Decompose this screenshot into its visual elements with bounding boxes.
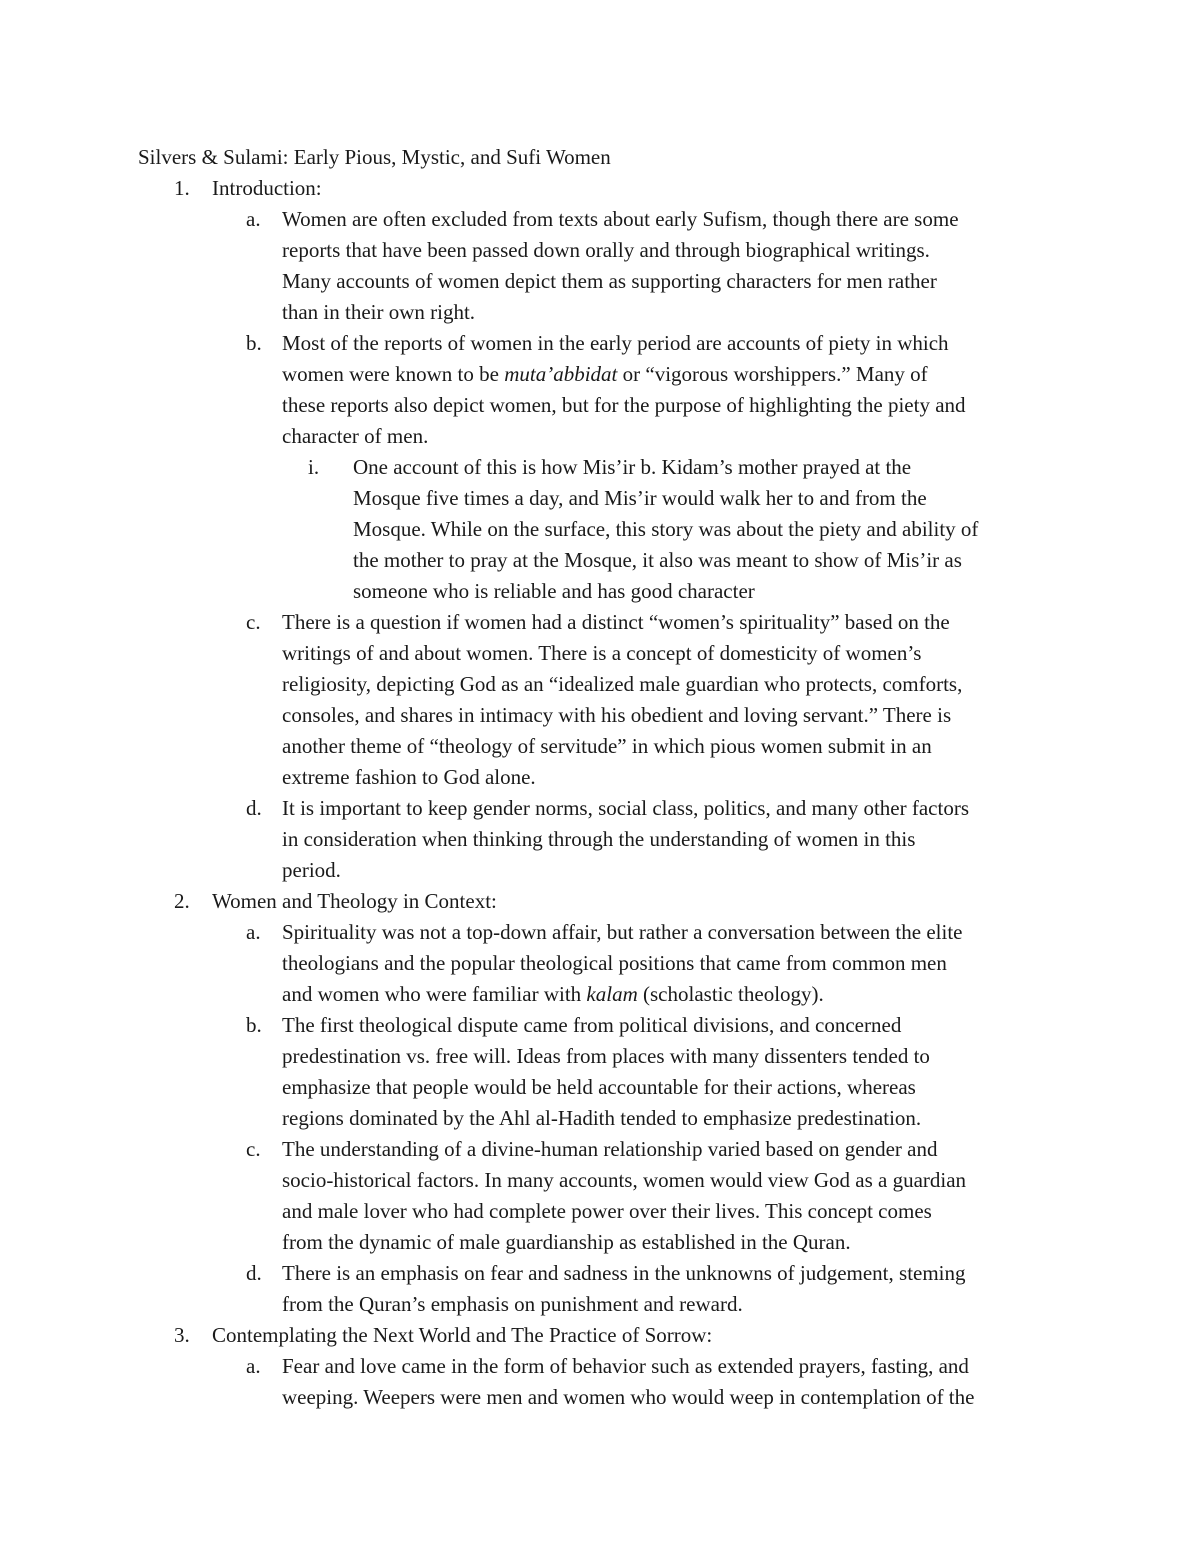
item-marker: a. [246, 920, 261, 944]
section-heading [138, 173, 1078, 204]
text-line: in consideration when thinking through the understanding of women in this [282, 827, 916, 851]
text-line: religiosity, depicting God as an “idealized male guardian who protects, comforts, [282, 672, 963, 696]
list-item [138, 607, 1078, 793]
item-marker: a. [246, 207, 261, 231]
text-line: There is an emphasis on fear and sadness in the unknowns of judgement, steming [282, 1261, 966, 1285]
list-item [138, 1351, 1078, 1413]
item-marker: b. [246, 331, 262, 355]
section-heading [138, 1320, 1078, 1351]
text-line: It is important to keep gender norms, social class, politics, and many other factors [282, 796, 969, 820]
italic-term: kalam [586, 982, 638, 1006]
italic-term: muta’abbidat [504, 362, 618, 386]
text-line: Many accounts of women depict them as supporting characters for men rather [282, 269, 937, 293]
text-line: from the Quran’s emphasis on punishment and reward. [282, 1292, 743, 1316]
item-marker: c. [246, 1137, 261, 1161]
section-title: Introduction: [212, 176, 322, 200]
list-item [138, 1010, 1078, 1134]
item-marker: a. [246, 1354, 261, 1378]
text-line: writings of and about women. There is a concept of domesticity of women’s [282, 641, 922, 665]
text-line: these reports also depict women, but for the purpose of highlighting the piety and [282, 393, 966, 417]
item-text [282, 1134, 1072, 1258]
sub-item-marker: i. [308, 455, 320, 479]
text-line: from the dynamic of male guardianship as established in the Quran. [282, 1230, 851, 1254]
list-item [138, 204, 1078, 328]
text-line: Women are often excluded from texts about early Sufism, though there are some [282, 207, 959, 231]
text-line: extreme fashion to God alone. [282, 765, 536, 789]
text-line: women were known to be muta’abbidat or “vigorous worshippers.” Many of [282, 362, 928, 386]
text-line: theologians and the popular theological positions that came from common men [282, 951, 947, 975]
section-contemplating-next-world [138, 1320, 1078, 1413]
item-marker: d. [246, 796, 262, 820]
list-item [138, 917, 1078, 1010]
text-line: the mother to pray at the Mosque, it also was meant to show of Mis’ir as [353, 548, 962, 572]
text-line: character of men. [282, 424, 429, 448]
text-line: Mosque. While on the surface, this story was about the piety and ability of [353, 517, 979, 541]
section-number: 3. [174, 1323, 190, 1347]
text-line: Mosque five times a day, and Mis’ir would walk her to and from the [353, 486, 927, 510]
section-number: 2. [174, 889, 190, 913]
text-line: consoles, and shares in intimacy with his obedient and loving servant.” There is [282, 703, 952, 727]
section-women-and-theology [138, 886, 1078, 1320]
section-heading [138, 886, 1078, 917]
sub-list-item [138, 452, 1078, 607]
item-text [282, 1351, 1072, 1413]
section-number: 1. [174, 176, 190, 200]
item-text [282, 204, 1072, 328]
item-text [282, 1258, 1072, 1320]
item-marker: d. [246, 1261, 262, 1285]
text-line: The first theological dispute came from political divisions, and concerned [282, 1013, 902, 1037]
text-line: One account of this is how Mis’ir b. Kidam’s mother prayed at the [353, 455, 912, 479]
list-item [138, 1258, 1078, 1320]
text-line: emphasize that people would be held accountable for their actions, whereas [282, 1075, 916, 1099]
text-line: someone who is reliable and has good character [353, 579, 755, 603]
section-introduction [138, 173, 1078, 886]
section-title: Contemplating the Next World and The Practice of Sorrow: [212, 1323, 713, 1347]
item-marker: b. [246, 1013, 262, 1037]
text-line: another theme of “theology of servitude” in which pious women submit in an [282, 734, 932, 758]
item-text [282, 917, 1072, 1010]
list-item [138, 793, 1078, 886]
text-line: period. [282, 858, 341, 882]
item-text [282, 607, 1072, 793]
text-line: Spirituality was not a top-down affair, but rather a conversation between the elite [282, 920, 963, 944]
list-item [138, 1134, 1078, 1258]
item-text [282, 328, 1072, 452]
document-title: Silvers & Sulami: Early Pious, Mystic, and Sufi Women [138, 145, 611, 169]
text-line: socio-historical factors. In many accounts, women would view God as a guardian [282, 1168, 967, 1192]
sub-item-text [353, 452, 1073, 607]
text-line: reports that have been passed down orally and through biographical writings. [282, 238, 930, 262]
text-line: Most of the reports of women in the early period are accounts of piety in which [282, 331, 949, 355]
text-line: than in their own right. [282, 300, 476, 324]
text-line: regions dominated by the Ahl al-Hadith tended to emphasize predestination. [282, 1106, 922, 1130]
text-line: and women who were familiar with kalam (scholastic theology). [282, 982, 824, 1006]
item-marker: c. [246, 610, 261, 634]
list-item [138, 328, 1078, 452]
section-title: Women and Theology in Context: [212, 889, 497, 913]
text-line: Fear and love came in the form of behavior such as extended prayers, fasting, and [282, 1354, 969, 1378]
text-line: and male lover who had complete power over their lives. This concept comes [282, 1199, 932, 1223]
item-text [282, 1010, 1072, 1134]
text-line: predestination vs. free will. Ideas from places with many dissenters tended to [282, 1044, 930, 1068]
text-line: weeping. Weepers were men and women who would weep in contemplation of the [282, 1385, 975, 1409]
text-line: The understanding of a divine-human relationship varied based on gender and [282, 1137, 938, 1161]
item-text [282, 793, 1072, 886]
text-line: There is a question if women had a distinct “women’s spirituality” based on the [282, 610, 950, 634]
